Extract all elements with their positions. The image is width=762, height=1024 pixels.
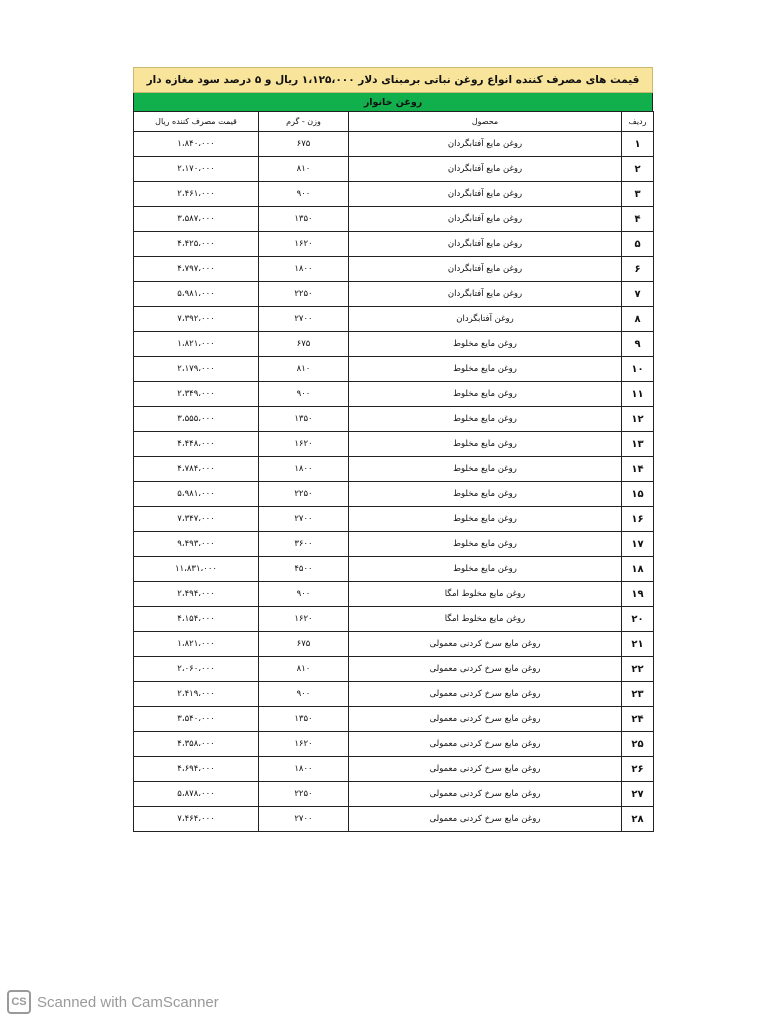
price-sheet — [133, 67, 653, 832]
row-price: ۳،۵۸۷،۰۰۰ — [134, 207, 259, 232]
table-row — [134, 607, 654, 632]
row-weight: ۲۷۰۰ — [259, 307, 349, 332]
row-index: ۲۰ — [622, 607, 654, 632]
price-table — [133, 111, 654, 832]
row-price: ۴،۳۵۸،۰۰۰ — [134, 732, 259, 757]
row-product: روغن مایع آفتابگردان — [349, 182, 622, 207]
row-weight: ۱۳۵۰ — [259, 707, 349, 732]
row-index: ۱۷ — [622, 532, 654, 557]
table-row — [134, 382, 654, 407]
row-price: ۲،۱۷۰،۰۰۰ — [134, 157, 259, 182]
table-row — [134, 257, 654, 282]
table-row — [134, 482, 654, 507]
table-row — [134, 732, 654, 757]
row-price: ۳،۵۴۰،۰۰۰ — [134, 707, 259, 732]
row-index: ۹ — [622, 332, 654, 357]
table-row — [134, 632, 654, 657]
table-row — [134, 457, 654, 482]
row-product: روغن مایع سرخ کردنی معمولی — [349, 707, 622, 732]
row-weight: ۸۱۰ — [259, 657, 349, 682]
row-weight: ۱۸۰۰ — [259, 757, 349, 782]
row-product: روغن مایع مخلوط — [349, 532, 622, 557]
row-index: ۳ — [622, 182, 654, 207]
row-index: ۱۳ — [622, 432, 654, 457]
row-price: ۷،۳۹۲،۰۰۰ — [134, 307, 259, 332]
row-price: ۷،۴۶۴،۰۰۰ — [134, 807, 259, 832]
row-price: ۱،۸۲۱،۰۰۰ — [134, 632, 259, 657]
row-product: روغن مایع آفتابگردان — [349, 207, 622, 232]
table-row — [134, 157, 654, 182]
table-row — [134, 782, 654, 807]
row-index: ۲۲ — [622, 657, 654, 682]
row-product: روغن مایع مخلوط — [349, 557, 622, 582]
table-row — [134, 282, 654, 307]
row-weight: ۱۶۲۰ — [259, 432, 349, 457]
row-index: ۱۱ — [622, 382, 654, 407]
table-row — [134, 207, 654, 232]
table-row — [134, 557, 654, 582]
row-weight: ۸۱۰ — [259, 357, 349, 382]
row-product: روغن مایع مخلوط — [349, 332, 622, 357]
row-weight: ۱۸۰۰ — [259, 457, 349, 482]
row-index: ۱۵ — [622, 482, 654, 507]
row-index: ۲۶ — [622, 757, 654, 782]
row-product: روغن مایع مخلوط — [349, 407, 622, 432]
row-index: ۴ — [622, 207, 654, 232]
row-weight: ۱۶۲۰ — [259, 232, 349, 257]
table-row — [134, 532, 654, 557]
table-body — [134, 132, 654, 832]
row-product: روغن مایع سرخ کردنی معمولی — [349, 632, 622, 657]
row-weight: ۲۲۵۰ — [259, 782, 349, 807]
header-price: قیمت مصرف کننده ریال — [134, 112, 259, 132]
row-weight: ۲۲۵۰ — [259, 482, 349, 507]
row-price: ۲،۱۷۹،۰۰۰ — [134, 357, 259, 382]
row-price: ۴،۶۹۴،۰۰۰ — [134, 757, 259, 782]
row-price: ۲،۴۱۹،۰۰۰ — [134, 682, 259, 707]
table-row — [134, 432, 654, 457]
row-weight: ۴۵۰۰ — [259, 557, 349, 582]
header-index: ردیف — [622, 112, 654, 132]
row-product: روغن مایع آفتابگردان — [349, 132, 622, 157]
table-row — [134, 657, 654, 682]
row-index: ۲۷ — [622, 782, 654, 807]
row-price: ۴،۷۹۷،۰۰۰ — [134, 257, 259, 282]
row-index: ۵ — [622, 232, 654, 257]
row-price: ۱،۸۲۱،۰۰۰ — [134, 332, 259, 357]
row-weight: ۶۷۵ — [259, 632, 349, 657]
row-price: ۲،۰۶۰،۰۰۰ — [134, 657, 259, 682]
row-price: ۲،۴۶۱،۰۰۰ — [134, 182, 259, 207]
row-weight: ۲۷۰۰ — [259, 507, 349, 532]
header-weight: وزن - گرم — [259, 112, 349, 132]
row-weight: ۳۶۰۰ — [259, 532, 349, 557]
row-product: روغن مایع مخلوط — [349, 382, 622, 407]
table-row — [134, 357, 654, 382]
row-price: ۴،۴۴۸،۰۰۰ — [134, 432, 259, 457]
row-product: روغن مایع آفتابگردان — [349, 232, 622, 257]
row-index: ۲۴ — [622, 707, 654, 732]
table-header-row — [134, 112, 654, 132]
row-product: روغن مایع سرخ کردنی معمولی — [349, 757, 622, 782]
row-product: روغن مایع سرخ کردنی معمولی — [349, 657, 622, 682]
row-price: ۵،۹۸۱،۰۰۰ — [134, 482, 259, 507]
row-product: روغن مایع سرخ کردنی معمولی — [349, 732, 622, 757]
row-price: ۴،۴۲۵،۰۰۰ — [134, 232, 259, 257]
row-product: روغن مایع آفتابگردان — [349, 257, 622, 282]
row-weight: ۸۱۰ — [259, 157, 349, 182]
row-index: ۲ — [622, 157, 654, 182]
row-weight: ۱۳۵۰ — [259, 407, 349, 432]
row-index: ۷ — [622, 282, 654, 307]
row-price: ۴،۱۵۴،۰۰۰ — [134, 607, 259, 632]
row-index: ۲۱ — [622, 632, 654, 657]
row-product: روغن مایع سرخ کردنی معمولی — [349, 782, 622, 807]
row-price: ۷،۳۴۷،۰۰۰ — [134, 507, 259, 532]
row-product: روغن مایع سرخ کردنی معمولی — [349, 807, 622, 832]
row-product: روغن مایع آفتابگردان — [349, 157, 622, 182]
section-header: روغن خانوار — [133, 93, 653, 111]
row-index: ۲۵ — [622, 732, 654, 757]
row-price: ۱،۸۴۰،۰۰۰ — [134, 132, 259, 157]
camscanner-logo-icon: CS — [7, 990, 31, 1014]
row-weight: ۱۳۵۰ — [259, 207, 349, 232]
row-weight: ۱۶۲۰ — [259, 607, 349, 632]
row-product: روغن مایع مخلوط — [349, 482, 622, 507]
row-weight: ۱۸۰۰ — [259, 257, 349, 282]
row-price: ۴،۷۸۴،۰۰۰ — [134, 457, 259, 482]
row-weight: ۱۶۲۰ — [259, 732, 349, 757]
camscanner-watermark — [7, 990, 219, 1014]
row-weight: ۹۰۰ — [259, 382, 349, 407]
row-weight: ۲۲۵۰ — [259, 282, 349, 307]
table-row — [134, 307, 654, 332]
row-price: ۵،۹۸۱،۰۰۰ — [134, 282, 259, 307]
row-index: ۱۰ — [622, 357, 654, 382]
row-product: روغن آفتابگردان — [349, 307, 622, 332]
watermark-text: Scanned with CamScanner — [37, 993, 219, 1011]
row-price: ۱۱،۸۳۱،۰۰۰ — [134, 557, 259, 582]
row-index: ۶ — [622, 257, 654, 282]
row-product: روغن مایع مخلوط امگا — [349, 607, 622, 632]
row-product: روغن مایع سرخ کردنی معمولی — [349, 682, 622, 707]
row-weight: ۹۰۰ — [259, 582, 349, 607]
table-row — [134, 182, 654, 207]
table-row — [134, 807, 654, 832]
row-weight: ۶۷۵ — [259, 132, 349, 157]
row-weight: ۶۷۵ — [259, 332, 349, 357]
table-row — [134, 757, 654, 782]
row-weight: ۲۷۰۰ — [259, 807, 349, 832]
row-index: ۸ — [622, 307, 654, 332]
row-price: ۲،۴۹۴،۰۰۰ — [134, 582, 259, 607]
row-product: روغن مایع آفتابگردان — [349, 282, 622, 307]
table-row — [134, 682, 654, 707]
row-index: ۱۸ — [622, 557, 654, 582]
row-product: روغن مایع مخلوط — [349, 457, 622, 482]
row-weight: ۹۰۰ — [259, 682, 349, 707]
table-row — [134, 332, 654, 357]
row-product: روغن مایع مخلوط — [349, 432, 622, 457]
header-product: محصول — [349, 112, 622, 132]
row-price: ۳،۵۵۵،۰۰۰ — [134, 407, 259, 432]
row-index: ۱ — [622, 132, 654, 157]
row-price: ۵،۸۷۸،۰۰۰ — [134, 782, 259, 807]
table-row — [134, 407, 654, 432]
row-product: روغن مایع مخلوط امگا — [349, 582, 622, 607]
table-row — [134, 507, 654, 532]
table-row — [134, 582, 654, 607]
row-index: ۱۲ — [622, 407, 654, 432]
table-row — [134, 232, 654, 257]
row-index: ۱۴ — [622, 457, 654, 482]
row-price: ۲،۳۴۹،۰۰۰ — [134, 382, 259, 407]
row-index: ۲۳ — [622, 682, 654, 707]
row-index: ۱۹ — [622, 582, 654, 607]
row-price: ۹،۴۹۳،۰۰۰ — [134, 532, 259, 557]
row-index: ۲۸ — [622, 807, 654, 832]
row-weight: ۹۰۰ — [259, 182, 349, 207]
row-product: روغن مایع مخلوط — [349, 357, 622, 382]
table-row — [134, 707, 654, 732]
sheet-title: قیمت های مصرف کننده انواع روغن نباتی برمبنای دلار ۱،۱۲۵،۰۰۰ ریال و ۵ درصد سود مغازه دار — [133, 67, 653, 93]
table-row — [134, 132, 654, 157]
row-product: روغن مایع مخلوط — [349, 507, 622, 532]
row-index: ۱۶ — [622, 507, 654, 532]
